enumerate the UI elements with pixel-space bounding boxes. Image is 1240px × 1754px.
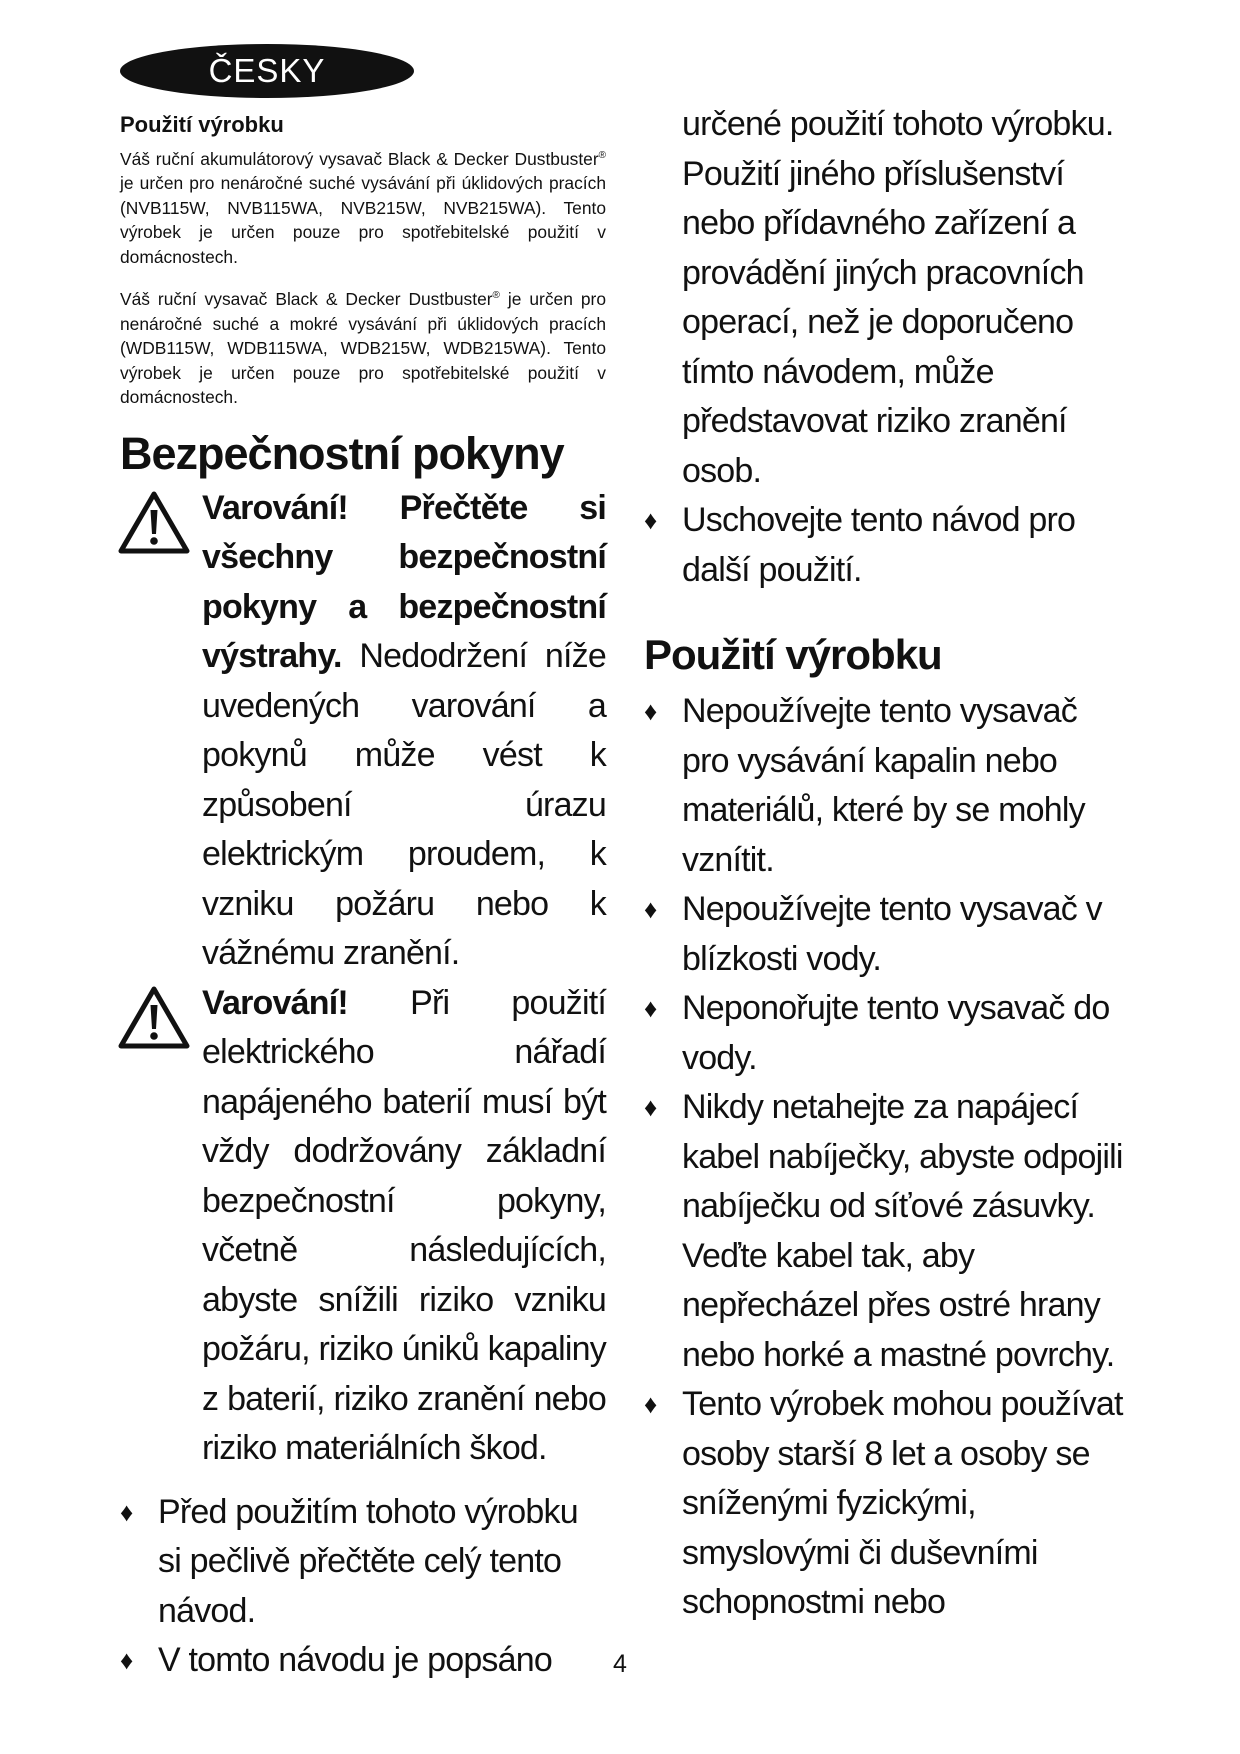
list-item xyxy=(644,687,1124,885)
intro-p2-part2: je určen pro nenáročné suché a mokré vysávání při úklidových pracích (WDB115W, WDB115WA, WDB215W, WDB215WA). Tento výrobek je určen pouze pro spotřebitelské použití v domácnostech. xyxy=(120,289,606,408)
safety-bullet-list-right xyxy=(644,496,1124,595)
intro-p1-part1: Váš ruční akumulátorový vysavač Black & Decker Dustbuster xyxy=(120,148,599,169)
usage-bullet-list xyxy=(644,687,1124,1628)
warning-2-text xyxy=(202,979,606,1474)
diamond-bullet-icon: ♦ xyxy=(644,696,657,726)
warning-1-text xyxy=(202,484,606,979)
intro-p2-part1: Váš ruční vysavač Black & Decker Dustbuster xyxy=(120,289,493,310)
language-badge xyxy=(120,44,414,98)
diamond-bullet-icon: ♦ xyxy=(644,993,657,1023)
list-item-text: Nikdy netahejte za napájecí kabel nabíječky, abyste odpojili nabíječku od síťové zásuvky. Veďte kabel tak, aby nepřecházel přes ostré hrany nebo horké a mastné povrchy. xyxy=(682,1088,1123,1374)
list-item xyxy=(644,496,1124,595)
left-column xyxy=(120,112,606,1686)
warning-triangle-icon xyxy=(118,490,190,554)
diamond-bullet-icon: ♦ xyxy=(644,505,657,535)
intro-heading: Použití výrobku xyxy=(120,112,284,137)
warning-triangle-icon xyxy=(118,985,190,1049)
safety-bullet-list xyxy=(120,1488,606,1686)
diamond-bullet-icon: ♦ xyxy=(644,1092,657,1122)
warning-1-bold: Varování! Přečtěte si všechny bezpečnostní pokyny a bezpečnostní výstrahy. xyxy=(202,488,606,676)
intro-paragraph-1 xyxy=(120,144,606,269)
page-number: 4 xyxy=(613,1650,627,1678)
warning-block-2 xyxy=(120,979,606,1474)
registered-mark: ® xyxy=(598,150,606,161)
list-item xyxy=(644,1380,1124,1628)
intro-p1-part2: je určen pro nenáročné suché vysávání při úklidových pracích (NVB115W, NVB115WA, NVB215W, NVB215WA). Tento výrobek je určen pouze pro spotřebitelské použití v domácnostech. xyxy=(120,173,606,267)
list-item-text: Tento výrobek mohou používat osoby starší 8 let a osoby se sníženými fyzickými, smyslovými či duševními schopnostmi nebo xyxy=(682,1385,1123,1621)
list-item-text: Nepoužívejte tento vysavač pro vysávání kapalin nebo materiálů, které by se mohly vznítit. xyxy=(682,692,1085,879)
warning-1-body: Nedodržení níže uvedených varování a pokynů může vést k způsobení úrazu elektrickým proudem, k vzniku požáru nebo k vážnému zranění. xyxy=(202,637,606,973)
warning-2-body: Při použití elektrického nářadí napájeného baterií musí být vždy dodržovány základní bezpečnostní pokyny, včetně následujících, abyste snížili riziko vzniku požáru, riziko úniků kapaliny z baterií, riziko zranění nebo riziko materiálních škod. xyxy=(202,983,606,1468)
registered-mark: ® xyxy=(492,290,500,302)
list-item xyxy=(644,984,1124,1083)
list-item xyxy=(120,1488,606,1637)
diamond-bullet-icon: ♦ xyxy=(644,1389,657,1419)
diamond-bullet-icon: ♦ xyxy=(120,1496,133,1527)
usage-heading: Použití výrobku xyxy=(644,631,942,678)
diamond-bullet-icon: ♦ xyxy=(644,894,657,924)
list-item xyxy=(644,885,1124,984)
warning-2-bold: Varování! xyxy=(202,983,348,1022)
list-item-text: V tomto návodu je popsáno xyxy=(158,1641,552,1680)
language-label: ČESKY xyxy=(208,52,326,89)
list-item-text: Nepoužívejte tento vysavač v blízkosti vody. xyxy=(682,890,1102,978)
bullet-continuation: určené použití tohoto výrobku. Použití jiného příslušenství nebo přídavného zařízení a provádění jiných pracovních operací, než je doporučeno tímto návodem, může představovat riziko zranění osob. xyxy=(682,105,1114,490)
list-item-text: Neponořujte tento vysavač do vody. xyxy=(682,989,1110,1077)
list-item xyxy=(120,1636,606,1686)
list-item-text: Uschovejte tento návod pro další použití. xyxy=(682,501,1076,589)
list-item xyxy=(644,1083,1124,1380)
list-item-text: Před použitím tohoto výrobku si pečlivě přečtěte celý tento návod. xyxy=(158,1492,578,1630)
diamond-bullet-icon: ♦ xyxy=(120,1645,133,1676)
safety-heading: Bezpečnostní pokyny xyxy=(120,427,564,479)
right-column xyxy=(644,105,1124,1628)
warning-block-1 xyxy=(120,484,606,979)
intro-paragraph-2 xyxy=(120,284,606,409)
